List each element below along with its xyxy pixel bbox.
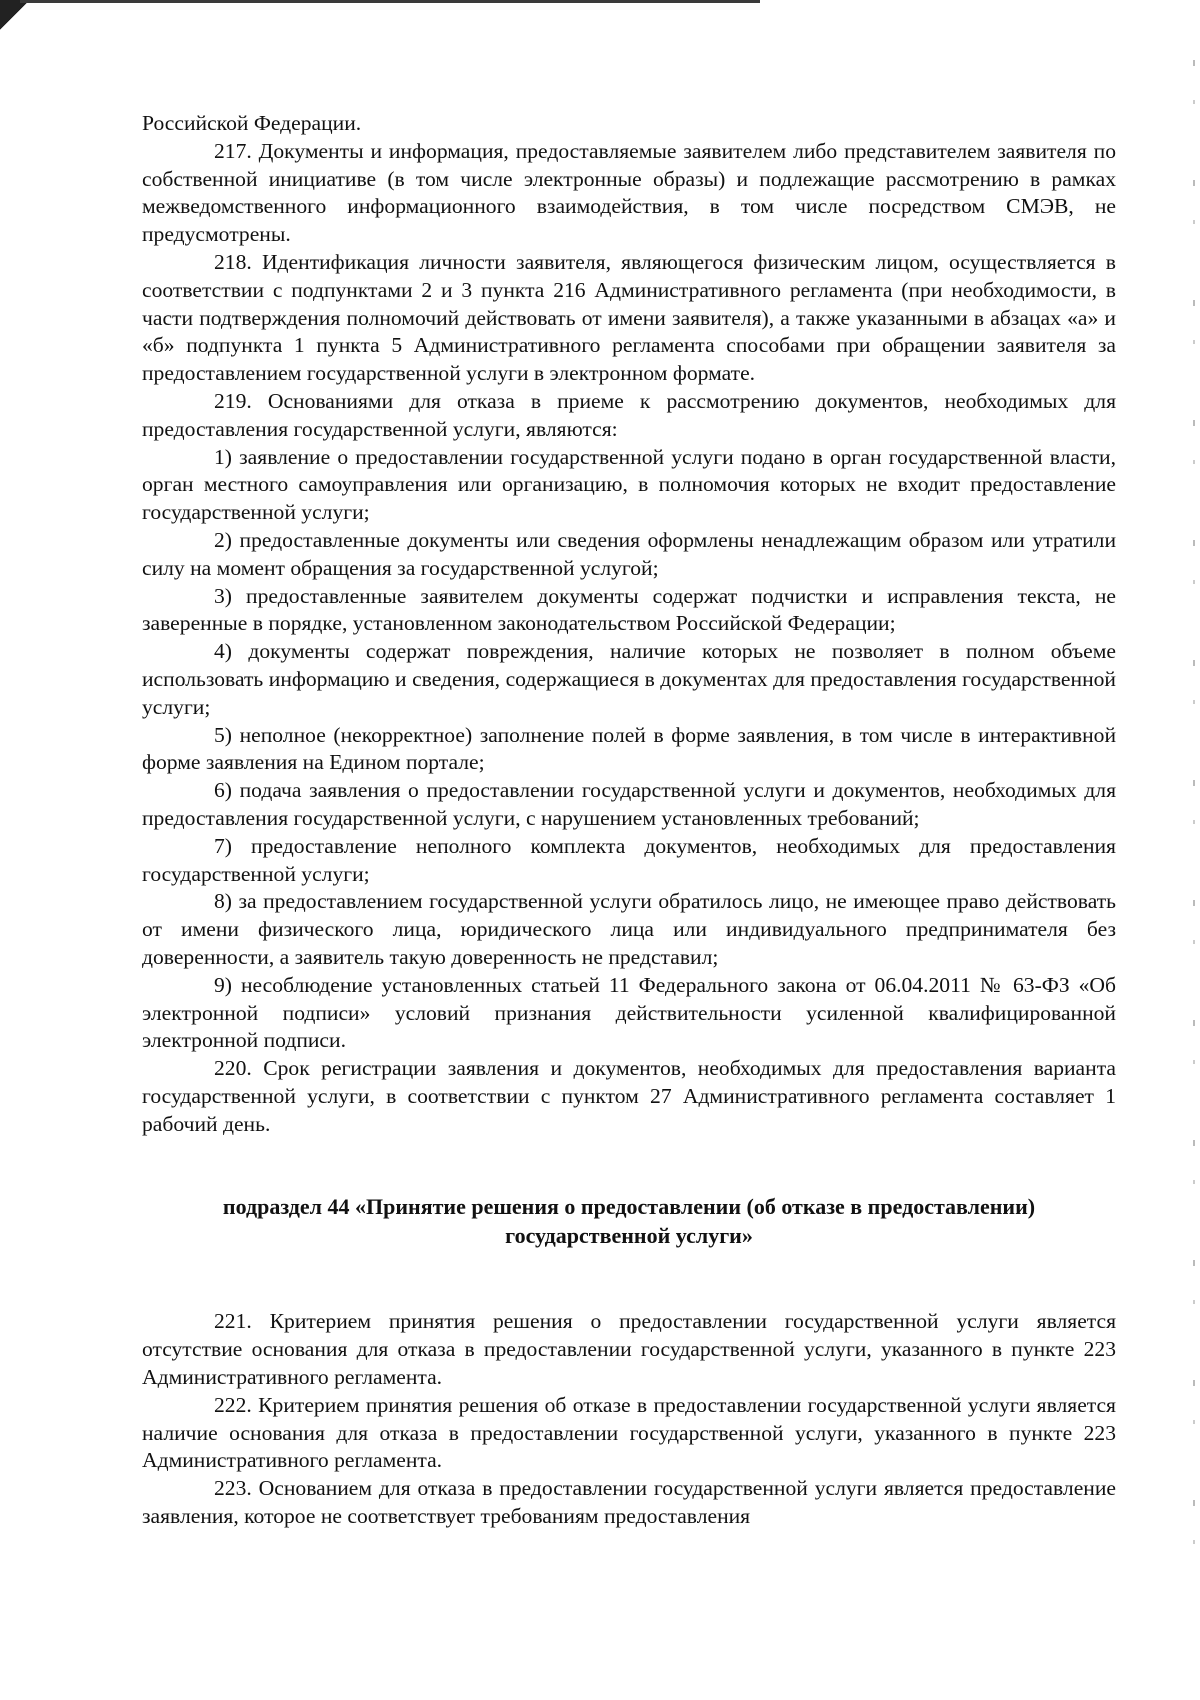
list-item-3: 3) предоставленные заявителем документы содержат подчистки и исправления текста, не заверенные в порядке, установленном законодательством Российской Федерации; [142,583,1116,636]
list-item-6: 6) подача заявления о предоставлении государственной услуги и документов, необходимых для предоставления государственной услуги, с нарушением установленных требований; [142,778,1116,830]
paragraph-217: 217. Документы и информация, предоставляемые заявителем либо представителем заявителя по собственной инициативе (в том числе электронные образы) и подлежащие рассмотрению в рамках межведомственного информационного взаимодействия, в том числе посредством СМЭВ, не предусмотрены. [142,138,1116,247]
paragraph-221: 221. Критерием принятия решения о предоставлении государственной услуги является отсутствие основания для отказа в предоставлении государственной услуги, указанного в пункте 223 Административного регламента. [142,1309,1116,1390]
paragraph-223: 223. Основанием для отказа в предоставлении государственной услуги является предоставление заявления, которое не соответствует требованиям предоставления [142,1476,1116,1529]
paragraph-219: 219. Основаниями для отказа в приеме к рассмотрению документов, необходимых для предоставления государственной услуги, являются: [142,388,1116,441]
section-heading-line-2: государственной услуги» [505,1223,753,1249]
list-item-1: 1) заявление о предоставлении государственной услуги подано в орган государственной власти, орган местного самоуправления или организацию, в полномочия которых не входит предоставление государственной услуги; [142,444,1116,525]
scan-top-edge [20,0,760,3]
list-item-8: 8) за предоставлением государственной услуги обратилось лицо, не имеющее право действовать от имени физического лица, юридического лица или индивидуального предпринимателя без доверенности, а заявитель такую доверенность не представил; [142,889,1116,969]
list-item-7: 7) предоставление неполного комплекта документов, необходимых для предоставления государственной услуги; [142,833,1116,886]
list-item-5: 5) неполное (некорректное) заполнение полей в форме заявления, в том числе в интерактивной форме заявления на Едином портале; [142,722,1116,775]
list-item-4: 4) документы содержат повреждения, наличие которых не позволяет в полном объеме использовать информацию и сведения, содержащиеся в документах для предоставления государственной услуги; [142,639,1116,719]
paragraph-222: 222. Критерием принятия решения об отказе в предоставлении государственной услуги является наличие основания для отказа в предоставлении государственной услуги, указанного в пункте 223 Административного регламента. [142,1392,1116,1473]
section-heading-line-1: подраздел 44 «Принятие решения о предоставлении (об отказе в предоставлении) [222,1194,1036,1220]
list-item-9: 9) несоблюдение установленных статьей 11 Федерального закона от 06.04.2011 № 63-ФЗ «Об электронной подписи» условий признания действительности усиленной квалифицированной электронной подписи. [142,972,1116,1053]
scan-corner-mark [0,0,30,30]
paragraph-continuation: Российской Федерации. [142,111,362,135]
section-heading [142,1192,1116,1250]
document-page [142,110,1116,1531]
scan-right-edge [1193,60,1195,1620]
list-item-2: 2) предоставленные документы или сведения оформлены ненадлежащим образом или утратили силу на момент обращения за государственной услугой; [142,527,1116,580]
paragraph-218: 218. Идентификация личности заявителя, являющегося физическим лицом, осуществляется в соответствии с подпунктами 2 и 3 пункта 216 Административного регламента (при необходимости, в части подтверждения полномочий действовать от имени заявителя), а также указанными в абзацах «а» и «б» подпункта 1 пункта 5 Административного регламента способами при обращении заявителя за предоставлением государственной услуги в электронном формате. [142,249,1116,386]
paragraph-220: 220. Срок регистрации заявления и документов, необходимых для предоставления варианта государственной услуги, в соответствии с пунктом 27 Административного регламента составляет 1 рабочий день. [142,1056,1116,1136]
